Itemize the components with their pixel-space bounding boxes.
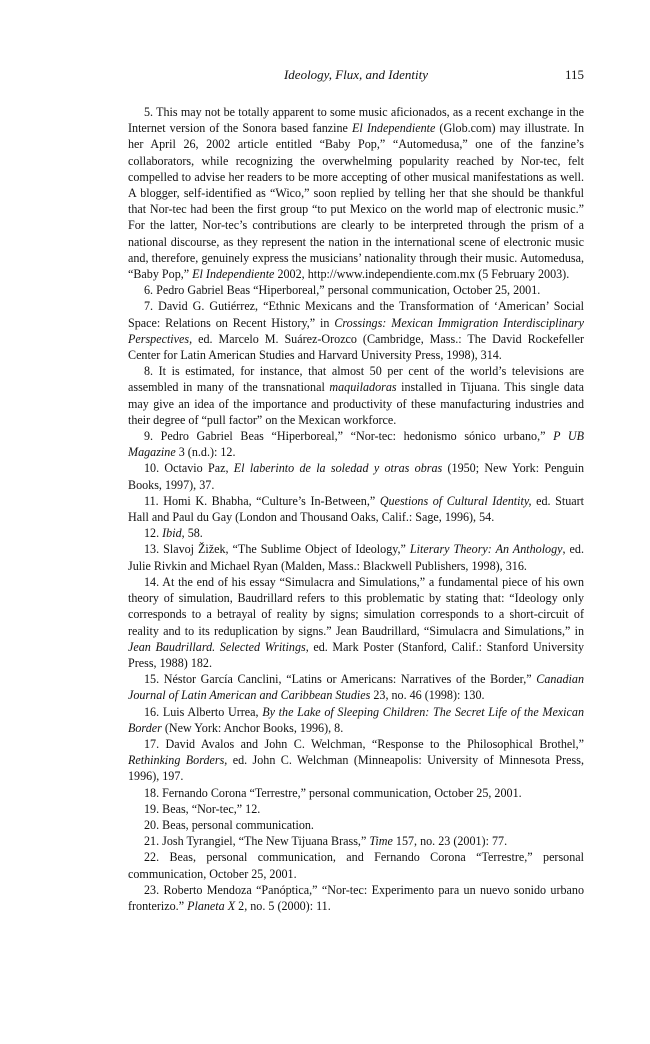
endnote-number: 13. [144,542,160,557]
endnote-number: 12. [144,526,160,541]
endnote-text: Beas, personal communication. [159,817,314,832]
endnote [128,817,584,833]
endnote-number: 6. [144,283,154,298]
endnote-text: Roberto Mendoza “Panóptica,” “Nor-tec: Experimento para un nuevo sonido urbano fronterizo.” Planeta X 2, no. 5 (2000): 11. [128,882,584,913]
endnote-text: Ibid, 58. [162,526,203,541]
endnote-number: 20. [144,817,160,832]
endnote [128,363,584,428]
endnote-text: Josh Tyrangiel, “The New Tijuana Brass,” Time 157, no. 23 (2001): 77. [159,834,508,849]
endnote [128,574,584,671]
endnotes-list [128,104,584,914]
endnote-text: Luis Alberto Urrea, By the Lake of Sleeping Children: The Secret Life of the Mexican Border (New York: Anchor Books, 1996), 8. [128,704,585,735]
endnote-number: 8. [144,364,154,379]
endnote [128,671,584,703]
endnote [128,785,584,801]
endnote-number: 23. [144,882,160,897]
endnote [128,104,584,282]
endnote-number: 17. [144,736,160,751]
endnote-text: Fernando Corona “Terrestre,” personal communication, October 25, 2001. [159,785,522,800]
endnote-number: 18. [144,785,160,800]
endnote [128,282,584,298]
endnote [128,541,584,573]
endnote [128,525,584,541]
endnote [128,801,584,817]
endnote-number: 21. [144,834,160,849]
endnote-number: 7. [144,299,154,314]
endnote-text: Beas, “Nor-tec,” 12. [159,801,261,816]
endnote-number: 15. [144,672,160,687]
endnote-number: 9. [144,429,154,444]
endnote-text: Pedro Gabriel Beas “Hiperboreal,” “Nor-tec: hedonismo sónico urbano,” P UB Magazine 3 (n.d.): 12. [128,429,584,460]
endnote-number: 14. [144,574,160,589]
endnote-text: Beas, personal communication, and Fernando Corona “Terrestre,” personal communication, October 25, 2001. [128,850,584,881]
page-number: 115 [564,67,584,82]
running-head: Ideology, Flux, and Identity [283,67,429,82]
endnote [128,833,584,849]
endnote-text: Pedro Gabriel Beas “Hiperboreal,” personal communication, October 25, 2001. [153,283,541,298]
endnote [128,736,584,785]
endnote [128,882,584,914]
endnote-text: David G. Gutiérrez, “Ethnic Mexicans and the Transformation of ‘American’ Social Space: Relations on Recent History,” in Crossings: Mexican Immigration Interdisciplinary Perspectives, ed. Marcelo M. Suárez-Orozco (Cambridge, Mass.: The David Rockefeller Center for Latin American Studies and Harvard University Press, 1998), 314. [128,299,584,363]
endnote-text: At the end of his essay “Simulacra and Simulations,” a fundamental piece of his own theory of simulation, Baudrillard refers to this problematic by stating that: “Ideology only corresponds to a betrayal of reality by signs; simulation corresponds to a short-circuit of reality and to its reduplication by signs.” Jean Baudrillard, “Simulacra and Simulations,” in Jean Baudrillard. Selected Writings, ed. Mark Poster (Stanford, Calif.: Stanford University Press, 1988) 182. [128,574,584,670]
endnote-text: Néstor García Canclini, “Latins or Americans: Narratives of the Border,” Canadian Journal of Latin American and Caribbean Studies 23, no. 46 (1998): 130. [128,672,584,703]
endnote-text: David Avalos and John C. Welchman, “Response to the Philosophical Brothel,” Rethinking Borders, ed. John C. Welchman (Minneapolis: University of Minnesota Press, 1996), 197. [128,736,584,784]
endnote-number: 5. [144,105,154,119]
endnote-number: 16. [144,704,160,719]
endnote [128,849,584,881]
endnote [128,493,584,525]
endnote [128,298,584,363]
page-header [128,66,584,84]
endnote-number: 11. [144,493,159,508]
endnote-text: This may not be totally apparent to some music aficionados, as a recent exchange in the Internet version of the Sonora based fanzine El Independiente (Glob.com) may illustrate. In her April 26, 2002 article entitled “Baby Pop,” “Automedusa,” one of the fanzine’s collaborators, while recognizing the overwhelming popularity reached by Nor-tec, felt compelled to advise her readers to be more accepting of other musical manifestations as well. A blogger, self-identified as “Wico,” soon replied by telling her that she should be thankful that Nor-tec had been the first group “to put Mexico on the world map of electronic music.” For the latter, Nor-tec’s contributions are clearly to be interpreted through the prism of a national discourse, as they represent the nation in the international scene of electronic music and, therefore, genuinely express the musicians’ nationality through their music. Automedusa, “Baby Pop,” El Independiente 2002, http://www.independiente.com.mx (5 February 2003). [128,105,584,282]
endnote-number: 10. [144,461,160,476]
endnote-text: Homi K. Bhabha, “Culture’s In-Between,” Questions of Cultural Identity, ed. Stuart Hall and Paul du Gay (London and Thousand Oaks, Calif.: Sage, 1996), 54. [128,493,585,525]
endnote [128,460,584,492]
endnote-text: It is estimated, for instance, that almost 50 per cent of the world’s televisions are assembled in many of the transnational maquiladoras installed in Tijuana. This single data may give an idea of the importance and productivity of these manufacturing industries and their degree of “pull factor” on the Mexican workforce. [128,364,584,427]
endnote-number: 19. [144,801,160,816]
endnote-number: 22. [144,850,160,865]
endnote [128,428,584,460]
endnote-text: Slavoj Žižek, “The Sublime Object of Ideology,” Literary Theory: An Anthology, ed. Julie Rivkin and Michael Ryan (Malden, Mass.: Blackwell Publishers, 1998), 316. [128,542,584,573]
endnote-text: Octavio Paz, El laberinto de la soledad y otras obras (1950; New York: Penguin Books, 1997), 37. [128,461,585,492]
endnote [128,704,584,736]
